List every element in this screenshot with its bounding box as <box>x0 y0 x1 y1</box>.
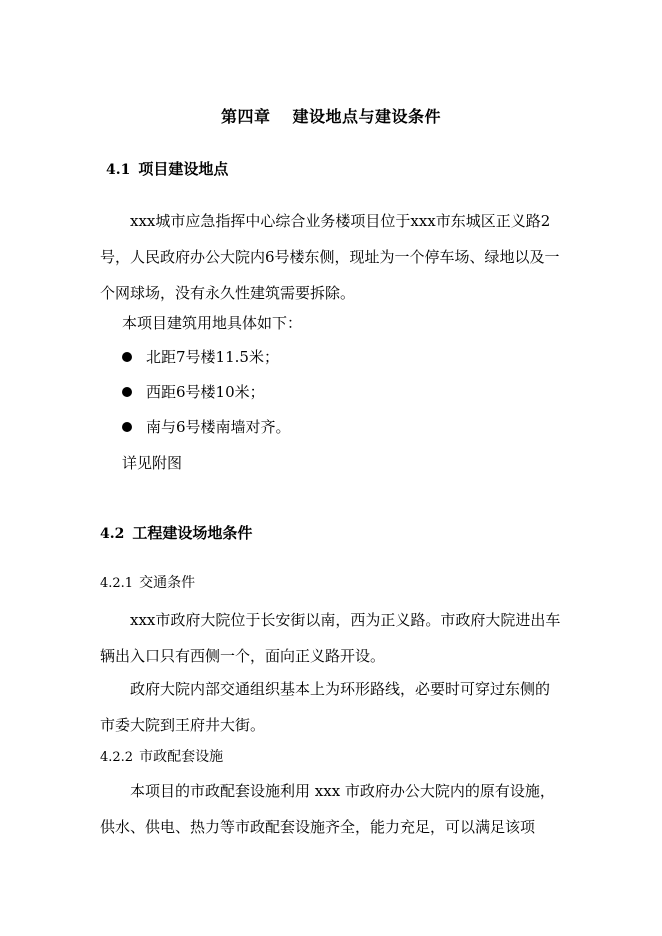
see-attachment-text: 详见附图 <box>122 454 183 472</box>
section-number: 4.1 <box>106 162 131 178</box>
bullet-item: 西距6号楼10米； <box>122 381 265 402</box>
subsection-title: 市政配套设施 <box>139 749 224 765</box>
section-title: 项目建设地点 <box>138 160 229 178</box>
subsection-number: 4.2.1 <box>100 576 134 591</box>
subsection-4-2-1-heading <box>100 572 195 592</box>
bullet-dot-icon <box>122 387 132 397</box>
section-number: 4.2 <box>100 526 125 542</box>
chapter-title <box>0 104 662 127</box>
bullet-item: 北距7号楼11.5米； <box>122 346 279 367</box>
municipal-facilities-paragraph: 本项目的市政配套设施利用 xxx 市政府办公大院内的原有设施，供水、供电、热力等市政配套设施齐全，能力充足，可以满足该项 <box>100 782 555 836</box>
subsection-number: 4.2.2 <box>100 750 134 765</box>
bullet-dot-icon <box>122 422 132 432</box>
chapter-number: 第四章 <box>220 107 271 126</box>
section-title: 工程建设场地条件 <box>132 524 253 542</box>
subsection-4-2-2-heading <box>100 746 223 766</box>
traffic-paragraph-2: 政府大院内部交通组织基本上为环形路线，必要时可穿过东侧的市委大院到王府井大街。 <box>100 680 551 734</box>
subsection-title: 交通条件 <box>139 575 196 591</box>
section-4-2-heading <box>100 522 252 543</box>
traffic-paragraph-1: xxx市政府大院位于长安街以南，西为正义路。市政府大院进出车辆出入口只有西侧一个，面向正义路开设。 <box>100 611 561 665</box>
bullet-dot-icon <box>122 352 132 362</box>
chapter-name: 建设地点与建设条件 <box>292 107 442 126</box>
bullet-item: 南与6号楼南墙对齐。 <box>122 416 291 437</box>
section-4-1-heading <box>106 158 228 179</box>
site-location-paragraph: xxx城市应急指挥中心综合业务楼项目位于xxx市东城区正义路2号，人民政府办公大院内6号楼东侧，现址为一个停车场、绿地以及一个网球场，没有永久性建筑需要拆除。 <box>100 212 560 302</box>
site-intro-text: 本项目建筑用地具体如下： <box>122 314 303 332</box>
